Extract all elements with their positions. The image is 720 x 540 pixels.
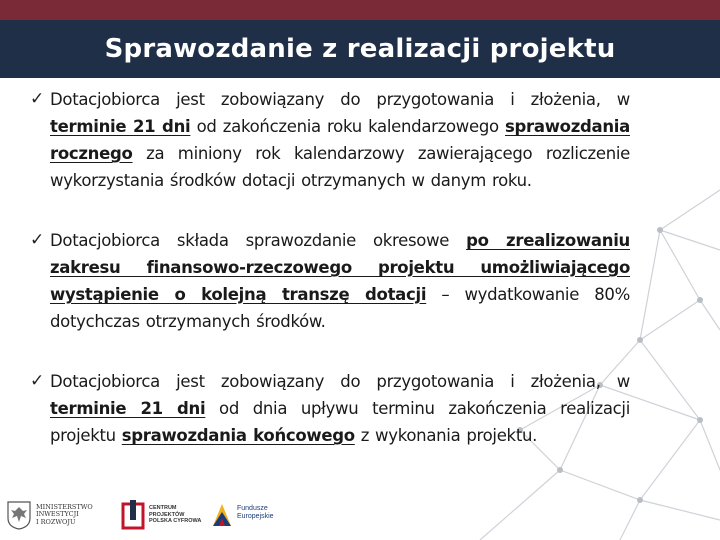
text-segment: za miniony rok kalendarzowy zawierającego rozliczenie wykorzystania środków dotacji otrzymanych w danym roku. <box>50 144 630 190</box>
emphasized-text: sprawozdania rocznego <box>50 117 630 163</box>
bullet-list <box>30 86 630 449</box>
text-segment: od zakończenia roku kalendarzowego <box>190 117 506 136</box>
ministry-line-1: MINISTERSTWO <box>36 502 93 511</box>
check-icon: ✓ <box>30 230 45 250</box>
eu-funds-line-1: Fundusze <box>237 505 268 512</box>
ministry-line-3: I ROZWOJU <box>36 517 76 526</box>
bullet-text <box>50 227 630 335</box>
emphasized-text: terminie 21 dni <box>50 399 206 418</box>
emphasized-text: terminie 21 dni <box>50 117 191 136</box>
title-bar <box>0 20 720 78</box>
text-segment: Dotacjobiorca składa sprawozdanie okresowe <box>50 231 467 250</box>
cppc-logo-icon <box>121 500 145 530</box>
eu-funds-line-2: Europejskie <box>237 513 274 520</box>
text-segment: Dotacjobiorca jest zobowiązany do przygotowania i złożenia, w <box>50 372 630 391</box>
cppc-line-2: PROJEKTÓW <box>149 511 185 518</box>
bullet-text <box>50 86 630 194</box>
text-segment: Dotacjobiorca jest zobowiązany do przygotowania i złożenia, w <box>50 90 630 109</box>
bullet-item <box>30 227 630 335</box>
emphasized-text: sprawozdania końcowego <box>121 426 355 445</box>
text-segment: – wydatkowanie 80% dotychczas otrzymanych środków. <box>50 285 630 331</box>
top-accent-stripe <box>0 0 720 20</box>
emphasized-text: po zrealizowaniu zakresu finansowo-rzeczowego projektu umożliwiającego wystąpienie o kolejną transzę dotacji <box>50 231 630 304</box>
eu-funds-logo <box>211 498 274 528</box>
bullet-item <box>30 368 630 449</box>
slide-title: Sprawozdanie z realizacji projektu <box>104 34 616 64</box>
ministry-logo <box>6 500 93 530</box>
check-icon: ✓ <box>30 371 45 391</box>
bullet-text <box>50 368 630 449</box>
text-segment: od dnia upływu terminu zakończenia realizacji projektu <box>50 399 630 445</box>
bullet-item <box>30 86 630 194</box>
check-icon: ✓ <box>30 89 45 109</box>
cppc-logo <box>121 500 201 530</box>
eu-funds-logo-icon <box>211 498 233 528</box>
cppc-line-1: CENTRUM <box>149 505 177 512</box>
ministry-line-2: INWESTYCJI <box>36 510 79 519</box>
eagle-emblem-icon <box>6 500 32 530</box>
cppc-line-3: POLSKA CYFROWA <box>149 518 202 525</box>
text-segment: z wykonania projektu. <box>354 426 538 445</box>
footer-logos <box>6 496 306 536</box>
